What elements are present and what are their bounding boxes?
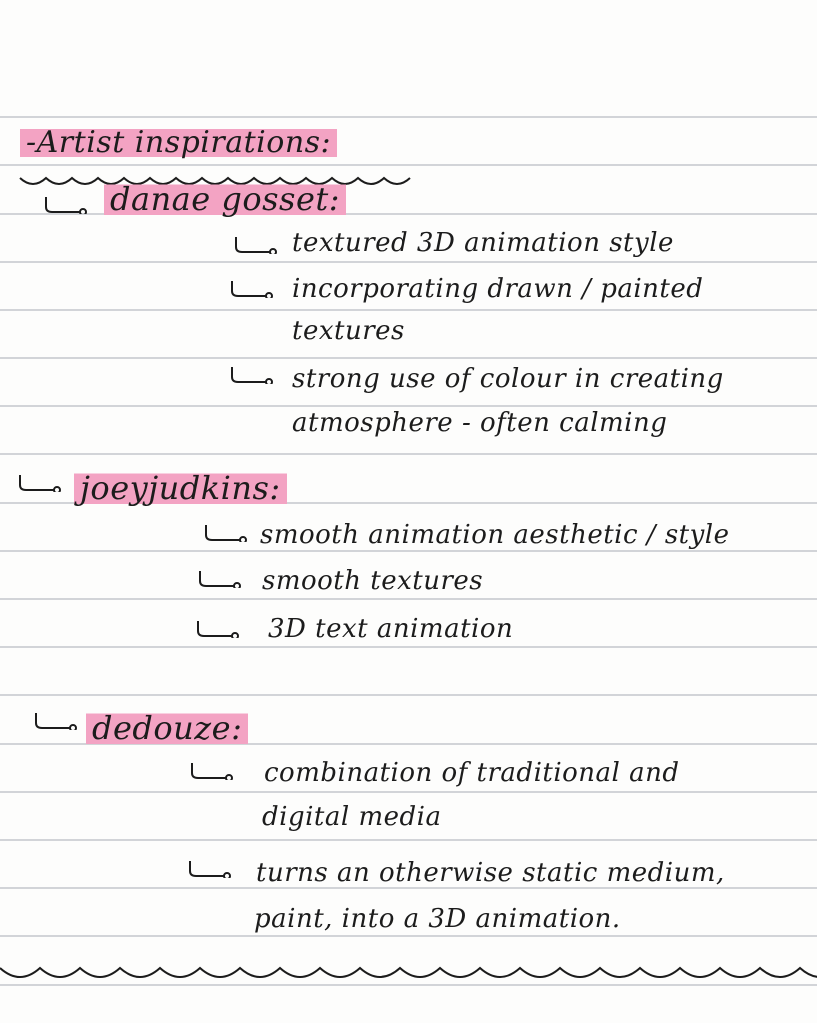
hook-arrow-icon [16, 474, 62, 492]
artist-name: danae gosset: [104, 183, 346, 215]
hook-arrow-icon [202, 524, 248, 542]
page-heading [20, 125, 337, 160]
bullet-point-text: turns an otherwise static medium, [256, 858, 725, 888]
hook-arrow-icon [228, 280, 274, 298]
bullet-point-continuation: textures [292, 316, 405, 346]
bullet-point-text: strong use of colour in creating [292, 364, 724, 394]
artist-name: dedouze: [86, 712, 248, 744]
hook-arrow-icon [194, 620, 240, 638]
bullet-point-continuation: atmosphere - often calming [292, 408, 668, 438]
bullet-point-text: smooth animation aesthetic / style [260, 520, 730, 550]
bullet-point-text: smooth textures [262, 566, 484, 596]
hook-arrow-icon [42, 196, 88, 214]
bullet-point-text: textured 3D animation style [292, 228, 674, 258]
artist-name: joeyjudkins: [74, 472, 287, 504]
bullet-point-text: combination of traditional and [264, 758, 680, 788]
hook-arrow-icon [188, 762, 234, 780]
page-heading-text: -Artist inspirations: [20, 125, 337, 160]
hook-arrow-icon [228, 366, 274, 384]
bullet-point-text: incorporating drawn / painted [292, 274, 704, 304]
hook-arrow-icon [196, 570, 242, 588]
bullet-point-continuation: paint, into a 3D animation. [254, 904, 621, 934]
hook-arrow-icon [186, 860, 232, 878]
hook-arrow-icon [32, 712, 78, 730]
hook-arrow-icon [232, 236, 278, 254]
bullet-point-text: 3D text animation [268, 614, 514, 644]
bullet-point-continuation: digital media [262, 802, 442, 832]
